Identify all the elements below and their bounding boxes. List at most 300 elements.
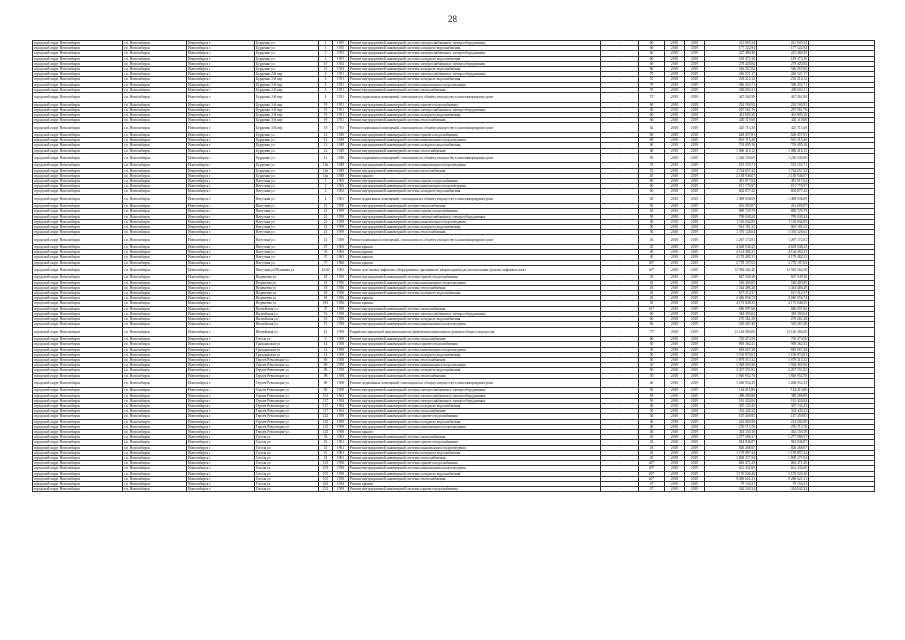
year-end-cell: 2019 (685, 143, 705, 148)
district-cell: Новосибирск г (187, 393, 255, 398)
work-type-cell: Ремонт внутридомовой инженерной системы канализации и водоотведения (349, 138, 601, 143)
year-start-cell: 2018 (665, 184, 685, 189)
year-start-cell: 2018 (665, 138, 685, 143)
work-type-cell: Ремонт крыши (349, 260, 601, 265)
district-cell: Новосибирск г (187, 476, 255, 481)
year-cell: 1961 (333, 450, 349, 455)
year-start-cell: 2018 (665, 424, 685, 429)
house-cell: 21 (319, 219, 333, 224)
year-end-cell: 2019 (685, 445, 705, 450)
street-cell: Бурденко 2-й пер (255, 93, 319, 103)
year-start-cell: 2018 (665, 398, 685, 403)
year-end-cell: 2019 (685, 311, 705, 316)
settlement-cell: г.п. Новосибирск (123, 209, 187, 214)
cost-total-cell: 447 262,90 (757, 93, 809, 103)
year-end-cell: 2019 (685, 291, 705, 296)
municipality-cell: городской округ Новосибирск (33, 347, 123, 352)
settlement-cell: г.п. Новосибирск (123, 265, 187, 275)
district-cell: Новосибирск г (187, 138, 255, 143)
house-cell: 14 (319, 342, 333, 347)
house-cell: 3 (319, 51, 333, 56)
year-cell: 1961 (333, 194, 349, 204)
house-cell: 51 (319, 317, 333, 322)
year-cell: 1949 (333, 153, 349, 163)
street-cell: Ватутина ул (255, 184, 319, 189)
dash-cell: - (601, 153, 639, 163)
house-cell: 3 (319, 56, 333, 61)
settlement-cell: г.п. Новосибирск (123, 373, 187, 378)
year-start-cell: 2018 (665, 143, 685, 148)
district-cell: Новосибирск г (187, 230, 255, 235)
municipality-cell: городской округ Новосибирск (33, 301, 123, 306)
work-type-cell: Ремонт подвальных помещений, относящихся к общему имуществу в многоквартирном доме (349, 378, 601, 388)
municipality-cell: городской округ Новосибирск (33, 87, 123, 92)
cost-cell: 703 495,16 (705, 143, 757, 148)
percent-cell: 50 (639, 230, 665, 235)
year-start-cell: 2018 (665, 291, 685, 296)
district-cell: Новосибирск г (187, 317, 255, 322)
cost-total-cell: 621 432,60 (757, 466, 809, 471)
cost-total-cell: 765 473,56 (757, 337, 809, 342)
settlement-cell: г.п. Новосибирск (123, 398, 187, 403)
settlement-cell: г.п. Новосибирск (123, 260, 187, 265)
year-end-cell: 2019 (685, 435, 705, 440)
year-start-cell: 2018 (665, 173, 685, 178)
cost-cell: 183 473,10 (705, 56, 757, 61)
house-cell: 37 (319, 255, 333, 260)
house-cell: 18 (319, 291, 333, 296)
percent-cell: 60 (639, 138, 665, 143)
year-start-cell: 2018 (665, 93, 685, 103)
cost-cell: 270 261,28 (705, 317, 757, 322)
district-cell: Новосибирск г (187, 291, 255, 296)
year-cell: 1951 (333, 113, 349, 118)
year-start-cell: 2018 (665, 476, 685, 481)
year-end-cell: 2019 (685, 275, 705, 280)
cost-total-cell: 4 124 482,31 (757, 250, 809, 255)
house-cell: 4 (319, 87, 333, 92)
street-cell: Гоголя ул (255, 445, 319, 450)
cost-total-cell: 12 582 262,20 (757, 265, 809, 275)
house-cell: 4 (319, 93, 333, 103)
settlement-cell: г.п. Новосибирск (123, 77, 187, 82)
year-end-cell: 2019 (685, 487, 705, 492)
street-cell: Бурденко ул (255, 61, 319, 66)
year-start-cell: 2018 (665, 435, 685, 440)
percent-cell: 60 (639, 143, 665, 148)
year-end-cell: 2019 (685, 337, 705, 342)
year-cell: 1956 (333, 285, 349, 290)
work-type-cell: Ремонт внутридомовой инженерной системы электроснабжения и электрооборудования (349, 311, 601, 316)
work-type-cell: Ремонт внутридомовой инженерной системы горячего водоснабжения (349, 133, 601, 138)
year-start-cell: 2018 (665, 67, 685, 72)
cost-cell: 246 521,17 (705, 72, 757, 77)
street-cell: Бурденко ул (255, 56, 319, 61)
work-type-cell: Ремонт внутридомовой инженерной системы холодного водоснабжения (349, 450, 601, 455)
cost-cell: 434 150,18 (705, 429, 757, 434)
work-type-cell: Ремонт крыши (349, 429, 601, 434)
cost-total-cell: 686 997,66 (757, 306, 809, 311)
street-cell: Вилюйская ул (255, 322, 319, 327)
district-cell: Новосибирск г (187, 285, 255, 290)
house-cell: 18 (319, 280, 333, 285)
year-start-cell: 2018 (665, 342, 685, 347)
dash-cell: - (601, 225, 639, 230)
district-cell: Новосибирск г (187, 82, 255, 87)
house-cell: 77 (319, 260, 333, 265)
dash-cell: - (601, 163, 639, 168)
percent-cell: 60 (639, 148, 665, 153)
year-end-cell: 2019 (685, 373, 705, 378)
settlement-cell: г.п. Новосибирск (123, 184, 187, 189)
year-end-cell: 2019 (685, 466, 705, 471)
settlement-cell: г.п. Новосибирск (123, 429, 187, 434)
cost-total-cell: 4 170 482,31 (757, 255, 809, 260)
work-type-cell: Ремонт внутридомовой инженерной системы электроснабжения и электрооборудования (349, 72, 601, 77)
house-cell: 16а (319, 173, 333, 178)
cost-total-cell: 2 138 946,07 (757, 173, 809, 178)
cost-total-cell: 261 083,87 (757, 204, 809, 209)
settlement-cell: г.п. Новосибирск (123, 311, 187, 316)
house-cell: 117 (319, 409, 333, 414)
work-type-cell: Ремонт внутридомовой инженерной системы теплоснабжения (349, 435, 601, 440)
work-type-cell: Ремонт внутридомовой инженерной системы канализации и водоотведения (349, 219, 601, 224)
municipality-cell: городской округ Новосибирск (33, 388, 123, 393)
municipality-cell: городской округ Новосибирск (33, 317, 123, 322)
work-type-cell: Ремонт внутридомовой инженерной системы теплоснабжения (349, 373, 601, 378)
year-cell: 1951 (333, 93, 349, 103)
house-cell: 69 (319, 373, 333, 378)
house-cell: 4 (319, 194, 333, 204)
street-cell: Героев Революции ул (255, 403, 319, 408)
house-cell: 19 (319, 123, 333, 133)
street-cell: Героев Революции ул (255, 409, 319, 414)
settlement-cell: г.п. Новосибирск (123, 481, 187, 486)
year-end-cell: 2019 (685, 455, 705, 460)
year-end-cell: 2019 (685, 409, 705, 414)
house-cell: 69 (319, 357, 333, 362)
dash-cell: - (601, 87, 639, 92)
year-cell: 1958 (333, 373, 349, 378)
year-end-cell: 2019 (685, 285, 705, 290)
cost-cell: 218 212,12 (705, 77, 757, 82)
percent-cell: 45 (639, 440, 665, 445)
settlement-cell: г.п. Новосибирск (123, 455, 187, 460)
year-start-cell: 2018 (665, 280, 685, 285)
district-cell: Новосибирск г (187, 388, 255, 393)
dash-cell: - (601, 179, 639, 184)
year-cell: 1961 (333, 445, 349, 450)
work-type-cell: Ремонт внутридомовой инженерной системы горячего водоснабжения (349, 209, 601, 214)
work-type-cell: Ремонт внутридомовой инженерной системы канализации и водоотведения (349, 82, 601, 87)
cost-total-cell: 1 178 897,44 (757, 450, 809, 455)
street-cell: Гражданская ул (255, 347, 319, 352)
cost-cell: 628 457,81 (705, 133, 757, 138)
cost-total-cell: 1 928 492,90 (757, 363, 809, 368)
settlement-cell: г.п. Новосибирск (123, 194, 187, 204)
municipality-cell: городской округ Новосибирск (33, 255, 123, 260)
cost-cell: 1 086 416,12 (705, 148, 757, 153)
dash-cell: - (601, 306, 639, 311)
district-cell: Новосибирск г (187, 265, 255, 275)
year-cell: 1958 (333, 352, 349, 357)
street-cell: Бурденко ул (255, 138, 319, 143)
cost-cell: 944 946,87 (705, 440, 757, 445)
street-cell: Бурденко ул (255, 168, 319, 173)
percent-cell: 50 (639, 398, 665, 403)
municipality-cell: городской округ Новосибирск (33, 450, 123, 455)
house-cell: 19 (319, 107, 333, 112)
municipality-cell: городской округ Новосибирск (33, 46, 123, 51)
cost-total-cell: 221 005,34 (757, 41, 809, 46)
dash-cell: - (601, 373, 639, 378)
municipality-cell: городской округ Новосибирск (33, 41, 123, 46)
cost-cell: 1 230 545,69 (705, 153, 757, 163)
cost-cell: 969 362,41 (705, 342, 757, 347)
district-cell: Новосибирск г (187, 118, 255, 123)
year-end-cell: 2019 (685, 153, 705, 163)
work-type-cell: Ремонт внутридомовой инженерной системы горячего водоснабжения (349, 102, 601, 107)
cost-cell: 621 432,60 (705, 466, 757, 471)
cost-cell: 147 459,85 (705, 414, 757, 419)
municipality-cell: городской округ Новосибирск (33, 153, 123, 163)
district-cell: Новосибирск г (187, 107, 255, 112)
house-cell: 117 (319, 398, 333, 403)
street-cell: Ватутина ул (255, 235, 319, 245)
year-end-cell: 2018 (685, 102, 705, 107)
settlement-cell: г.п. Новосибирск (123, 285, 187, 290)
cost-total-cell: 617 212,37 (757, 291, 809, 296)
year-end-cell: 2019 (685, 357, 705, 362)
settlement-cell: г.п. Новосибирск (123, 393, 187, 398)
municipality-cell: городской округ Новосибирск (33, 102, 123, 107)
street-cell: Бурденко 3-й пер (255, 123, 319, 133)
dash-cell: - (601, 118, 639, 123)
percent-cell: 62 (639, 123, 665, 133)
cost-cell: 307 135,45 (705, 403, 757, 408)
year-end-cell: 2019 (685, 113, 705, 118)
district-cell: Новосибирск г (187, 173, 255, 178)
municipality-cell: городской округ Новосибирск (33, 296, 123, 301)
cost-cell: 221 005,34 (705, 41, 757, 46)
settlement-cell: г.п. Новосибирск (123, 230, 187, 235)
year-cell: 1958 (333, 322, 349, 327)
dash-cell: - (601, 133, 639, 138)
year-cell: 1958 (333, 471, 349, 476)
settlement-cell: г.п. Новосибирск (123, 189, 187, 194)
municipality-cell: городской округ Новосибирск (33, 138, 123, 143)
dash-cell: - (601, 455, 639, 460)
district-cell: Новосибирск г (187, 260, 255, 265)
year-start-cell: 2018 (665, 352, 685, 357)
year-start-cell: 2018 (665, 337, 685, 342)
settlement-cell: г.п. Новосибирск (123, 102, 187, 107)
work-type-cell: Ремонт внутридомовой инженерной системы холодного водоснабжения (349, 471, 601, 476)
street-cell: Бурденко ул (255, 46, 319, 51)
year-cell: 1958 (333, 342, 349, 347)
municipality-cell: городской округ Новосибирск (33, 250, 123, 255)
district-cell: Новосибирск г (187, 93, 255, 103)
municipality-cell: городской округ Новосибирск (33, 461, 123, 466)
year-cell: 1958 (333, 363, 349, 368)
settlement-cell: г.п. Новосибирск (123, 357, 187, 362)
cost-cell: 4 124 482,31 (705, 250, 757, 255)
work-type-cell: Ремонт внутридомовой инженерной системы канализации и водоотведения (349, 163, 601, 168)
municipality-cell: городской округ Новосибирск (33, 179, 123, 184)
district-cell: Новосибирск г (187, 209, 255, 214)
percent-cell: 40* (639, 471, 665, 476)
percent-cell: 50 (639, 388, 665, 393)
district-cell: Новосибирск г (187, 435, 255, 440)
municipality-cell: городской округ Новосибирск (33, 163, 123, 168)
percent-cell: 40 (639, 255, 665, 260)
house-cell: 2 (319, 184, 333, 189)
year-start-cell: 2018 (665, 179, 685, 184)
work-type-cell: Ремонт внутридомовой инженерной системы электроснабжения и электрооборудования (349, 41, 601, 46)
settlement-cell: г.п. Новосибирск (123, 450, 187, 455)
year-cell: 1963 (333, 255, 349, 260)
year-start-cell: 2018 (665, 461, 685, 466)
year-cell: 1958 (333, 306, 349, 311)
year-start-cell: 2018 (665, 455, 685, 460)
year-cell: 1963 (333, 250, 349, 255)
percent-cell: 70 (639, 87, 665, 92)
dash-cell: - (601, 301, 639, 306)
dash-cell: - (601, 363, 639, 368)
district-cell: Новосибирск г (187, 77, 255, 82)
cost-cell: 333 445,22 (705, 409, 757, 414)
cost-cell: 207 561,76 (705, 107, 757, 112)
dash-cell: - (601, 342, 639, 347)
street-cell: Героев Революции ул (255, 398, 319, 403)
work-type-cell: Ремонт внутридомовой инженерной системы холодного водоснабжения (349, 352, 601, 357)
street-cell: Гоголя ул (255, 455, 319, 460)
work-type-cell: Ремонт внутридомовой инженерной системы теплоснабжения (349, 455, 601, 460)
district-cell: Новосибирск г (187, 133, 255, 138)
percent-cell: 47 (639, 487, 665, 492)
street-cell: Веденеева ул (255, 291, 319, 296)
year-end-cell: 2019 (685, 230, 705, 235)
settlement-cell: г.п. Новосибирск (123, 72, 187, 77)
cost-cell: 586 452,71 (705, 82, 757, 87)
year-end-cell: 2019 (685, 260, 705, 265)
settlement-cell: г.п. Новосибирск (123, 424, 187, 429)
work-type-cell: Ремонт внутридомовой инженерной системы холодного водоснабжения (349, 317, 601, 322)
year-start-cell: 2018 (665, 322, 685, 327)
dash-cell: - (601, 123, 639, 133)
empty-cell (809, 265, 875, 275)
dash-cell: - (601, 409, 639, 414)
cost-cell: 1 940 952,79 (705, 373, 757, 378)
municipality-cell: городской округ Новосибирск (33, 107, 123, 112)
percent-cell: 45 (639, 235, 665, 245)
dash-cell: - (601, 173, 639, 178)
cost-cell: 79 154,21 (705, 481, 757, 486)
cost-total-cell: 1 267 172,81 (757, 235, 809, 245)
cost-cell: 384 393,04 (705, 311, 757, 316)
year-cell: 1958 (333, 378, 349, 388)
street-cell: Героев Революции ул (255, 373, 319, 378)
year-end-cell: 2019 (685, 280, 705, 285)
street-cell: Вилюйская ул (255, 311, 319, 316)
year-cell: 1963 (333, 189, 349, 194)
percent-cell: 60 (639, 118, 665, 123)
cost-total-cell: 1 724 657,42 (757, 168, 809, 173)
dash-cell: - (601, 51, 639, 56)
dash-cell: - (601, 291, 639, 296)
cost-total-cell: 144 415,86 (757, 388, 809, 393)
dash-cell: - (601, 148, 639, 153)
year-cell: 1959 (333, 419, 349, 424)
year-end-cell: 2019 (685, 194, 705, 204)
year-end-cell: 2018 (685, 133, 705, 138)
year-start-cell: 2018 (665, 225, 685, 230)
year-cell: 1959 (333, 429, 349, 434)
house-cell: 21 (319, 235, 333, 245)
year-cell: 1963 (333, 179, 349, 184)
year-start-cell: 2018 (665, 209, 685, 214)
work-type-cell: Ремонт внутридомовой инженерной системы холодного водоснабжения (349, 419, 601, 424)
work-type-cell: Ремонт внутридомовой инженерной системы канализации и водоотведения (349, 280, 601, 285)
cost-total-cell: 1 277 586,37 (757, 435, 809, 440)
dash-cell: - (601, 93, 639, 103)
house-cell: 37 (319, 306, 333, 311)
municipality-cell: городской округ Новосибирск (33, 82, 123, 87)
settlement-cell: г.п. Новосибирск (123, 204, 187, 209)
house-cell: 51 (319, 311, 333, 316)
work-type-cell: Ремонт внутридомовой инженерной системы теплоснабжения (349, 476, 601, 481)
cost-total-cell: 515 153,71 (757, 163, 809, 168)
year-start-cell: 2018 (665, 419, 685, 424)
cost-total-cell: 1 116 942,85 (757, 219, 809, 224)
cost-cell: 261 083,87 (705, 204, 757, 209)
settlement-cell: г.п. Новосибирск (123, 255, 187, 260)
year-cell: 1959 (333, 487, 349, 492)
municipality-cell: городской округ Новосибирск (33, 440, 123, 445)
year-cell: 1949 (333, 138, 349, 143)
percent-cell: 60 (639, 67, 665, 72)
year-end-cell: 2019 (685, 219, 705, 224)
cost-total-cell: 667 549,36 (757, 275, 809, 280)
municipality-cell: городской округ Новосибирск (33, 481, 123, 486)
year-start-cell: 2018 (665, 285, 685, 290)
municipality-cell: городской округ Новосибирск (33, 327, 123, 337)
street-cell: Героев Революции ул (255, 357, 319, 362)
percent-cell: 50 (639, 403, 665, 408)
percent-cell: 70 (639, 72, 665, 77)
settlement-cell: г.п. Новосибирск (123, 93, 187, 103)
empty-cell (809, 93, 875, 103)
cost-total-cell: 863 471,29 (757, 461, 809, 466)
cost-total-cell: 2 207 551,82 (757, 368, 809, 373)
year-end-cell: 2019 (685, 214, 705, 219)
district-cell: Новосибирск г (187, 337, 255, 342)
district-cell: Новосибирск г (187, 250, 255, 255)
house-cell: 69 (319, 363, 333, 368)
district-cell: Новосибирск г (187, 194, 255, 204)
work-type-cell: Ремонт внутридомовой инженерной системы теплоснабжения (349, 357, 601, 362)
year-cell: 1959 (333, 424, 349, 429)
municipality-cell: городской округ Новосибирск (33, 419, 123, 424)
street-cell: Бурденко ул (255, 173, 319, 178)
municipality-cell: городской округ Новосибирск (33, 168, 123, 173)
table-row (33, 327, 875, 337)
year-end-cell: 2019 (685, 56, 705, 61)
year-cell: 1954 (333, 403, 349, 408)
year-end-cell: 2019 (685, 393, 705, 398)
cost-cell: 849 667,28 (705, 347, 757, 352)
municipality-cell: городской округ Новосибирск (33, 113, 123, 118)
